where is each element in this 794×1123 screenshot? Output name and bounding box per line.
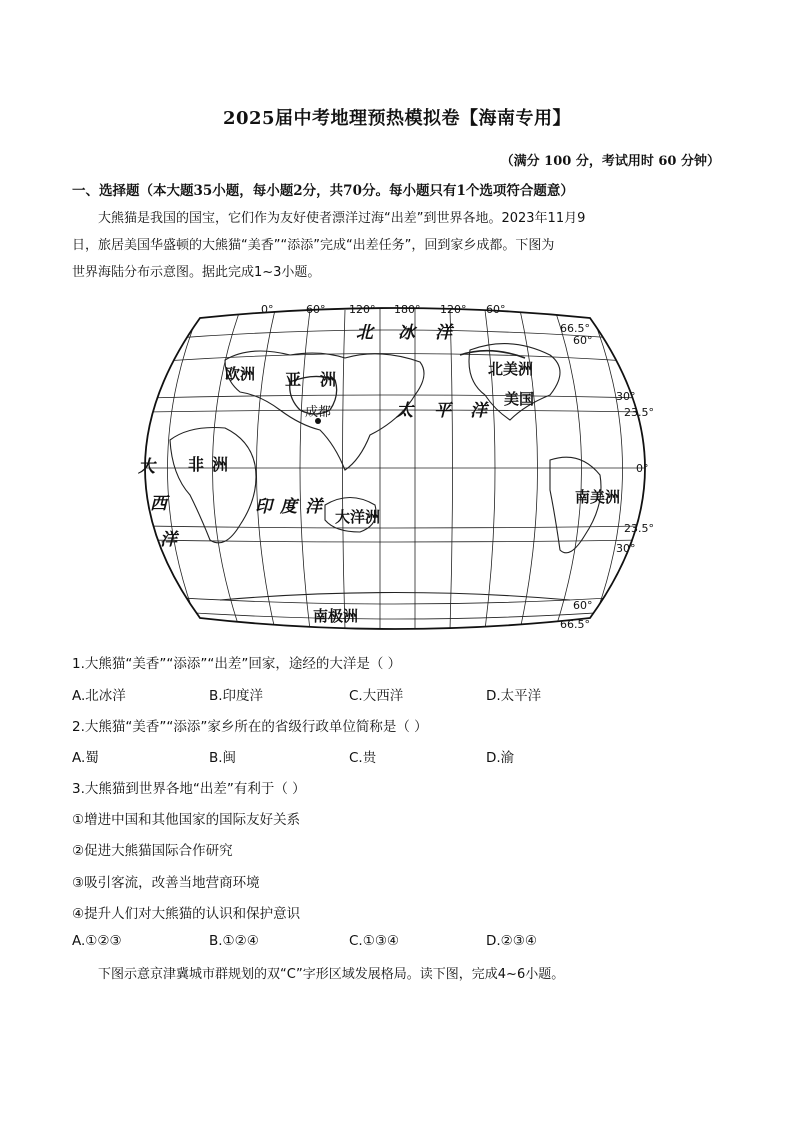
lon-label: 0°	[261, 303, 274, 316]
q1-option-c[interactable]: C.大西洋	[349, 688, 404, 704]
chengdu-label: 成都	[305, 405, 332, 420]
africa-label: 洲	[212, 455, 229, 474]
lat-label: 60°	[573, 599, 593, 612]
lat-label: 30°	[616, 542, 636, 555]
q2-option-c[interactable]: C.贵	[349, 750, 377, 766]
q2-option-b[interactable]: B.闽	[209, 750, 237, 766]
south-america-label: 南美洲	[575, 488, 621, 506]
lat-label: 66.5°	[560, 322, 590, 335]
world-map	[130, 300, 660, 635]
atlantic-label: 洋	[160, 530, 177, 550]
indian-ocean-label: 洋	[305, 497, 322, 517]
indian-ocean-label: 印	[255, 497, 272, 517]
asia-label: 亚	[285, 370, 302, 389]
lon-label: 120°	[440, 303, 467, 316]
q3-statement: ③吸引客流，改善当地营商环境	[72, 875, 260, 891]
lat-label: 23.5°	[624, 406, 654, 419]
intro-line: 大熊猫是我国的国宝，它们作为友好使者漂洋过海“出差”到世界各地。2023年11月9	[98, 211, 586, 226]
antarctica-label: 南极洲	[313, 607, 359, 625]
lon-label: 180°	[394, 303, 421, 316]
lat-label: 23.5°	[624, 522, 654, 535]
pacific-label: 洋	[470, 401, 487, 421]
pacific-label: 平	[434, 401, 451, 421]
section-heading: 一、选择题（本大题35小题，每小题2分，共70分。每小题只有1个选项符合题意）	[72, 183, 574, 199]
arctic-label: 洋	[435, 323, 452, 343]
north-america-label: 北美洲	[488, 360, 534, 378]
lat-label: 30°	[616, 390, 636, 403]
q3-option-b[interactable]: B.①②④	[209, 933, 259, 949]
question-2-stem: 2.大熊猫“美香”“添添”家乡所在的省级行政单位简称是（ ）	[72, 719, 428, 735]
q3-statement: ②促进大熊猫国际合作研究	[72, 843, 233, 859]
indian-ocean-label: 度	[280, 497, 297, 517]
lon-label: 120°	[349, 303, 376, 316]
lat-label: 60°	[573, 334, 593, 347]
page-title: 2025届中考地理预热模拟卷【海南专用】	[222, 108, 572, 129]
q3-statement: ①增进中国和其他国家的国际友好关系	[72, 812, 301, 828]
q3-option-c[interactable]: C.①③④	[349, 933, 400, 949]
lon-label: 60°	[486, 303, 506, 316]
q3-option-d[interactable]: D.②③④	[486, 933, 537, 949]
question-1-stem: 1.大熊猫“美香”“添添”“出差”回家，途经的大洋是（ ）	[72, 656, 402, 672]
africa-label: 非	[188, 455, 205, 474]
q3-option-a[interactable]: A.①②③	[72, 933, 122, 949]
lat-label: 0°	[636, 462, 649, 475]
next-figure-intro: 下图示意京津冀城市群规划的双“C”字形区域发展格局。读下图，完成4~6小题。	[98, 967, 565, 982]
q2-option-a[interactable]: A.蜀	[72, 750, 99, 766]
q1-option-d[interactable]: D.太平洋	[486, 688, 542, 704]
q1-option-a[interactable]: A.北冰洋	[72, 688, 126, 704]
intro-paragraph	[72, 205, 722, 286]
q1-option-b[interactable]: B.印度洋	[209, 688, 264, 704]
atlantic-label: 西	[150, 494, 167, 514]
lat-label: 66.5°	[560, 618, 590, 631]
question-3-stem: 3.大熊猫到世界各地“出差”有利于（ ）	[72, 781, 306, 797]
oceania-label: 大洋洲	[335, 508, 381, 526]
atlantic-label: 大	[138, 457, 155, 477]
arctic-label: 北	[356, 323, 373, 343]
europe-label: 欧洲	[225, 365, 256, 383]
asia-label: 洲	[320, 370, 337, 389]
exam-info: （满分 100 分，考试用时 60 分钟）	[500, 154, 720, 169]
usa-label: 美国	[504, 390, 535, 408]
q2-option-d[interactable]: D.渝	[486, 750, 515, 766]
q3-statement: ④提升人们对大熊猫的认识和保护意识	[72, 906, 301, 922]
intro-line: 日，旅居美国华盛顿的大熊猫“美香”“添添”完成“出差任务”，回到家乡成都。下图为	[72, 238, 555, 253]
arctic-label: 冰	[398, 323, 415, 343]
pacific-label: 太	[396, 401, 413, 421]
lon-label: 60°	[306, 303, 326, 316]
intro-line: 世界海陆分布示意图。据此完成1~3小题。	[72, 265, 321, 280]
